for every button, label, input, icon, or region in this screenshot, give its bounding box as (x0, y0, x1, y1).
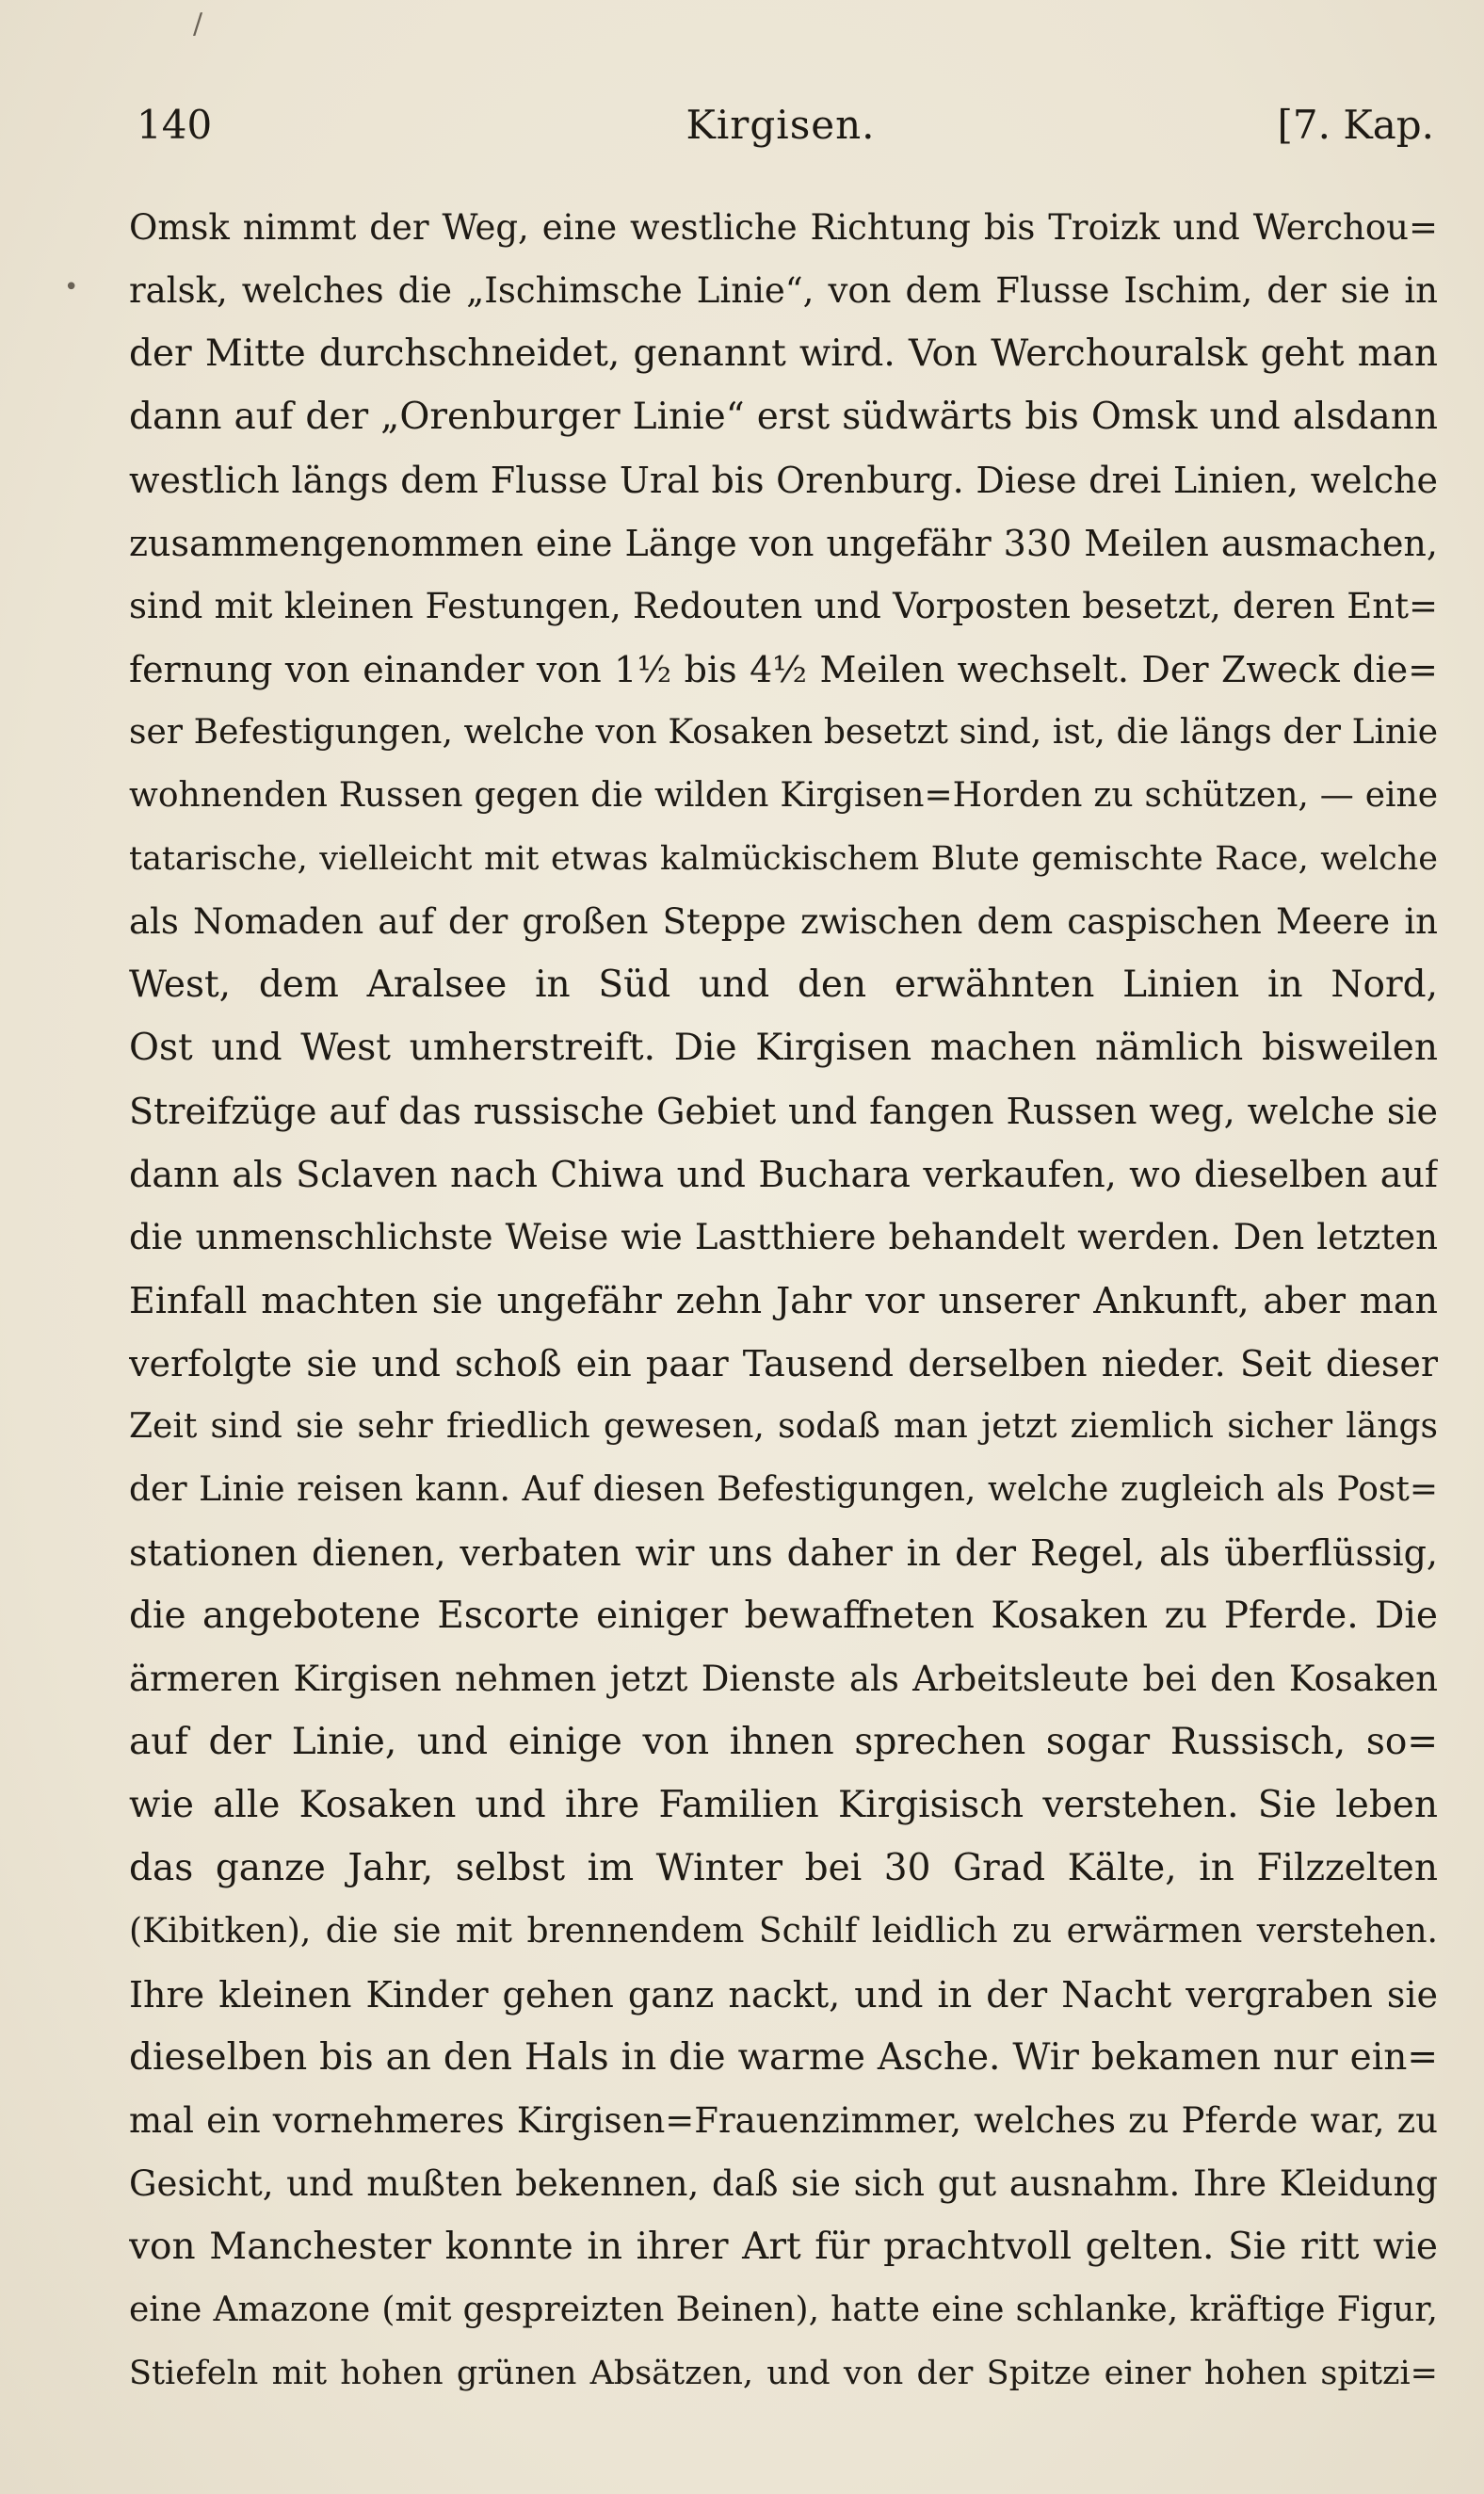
text-line: (Kibitken), die sie mit brennendem Schilf leidlich zu erwärmen verstehen. (129, 1912, 1438, 1951)
text-line: als Nomaden auf der großen Steppe zwischen dem caspischen Meere in (129, 901, 1438, 942)
text-line: tatarische, vielleicht mit etwas kalmückischem Blute gemischte Race, welche (129, 840, 1438, 878)
chapter-label: [7. Kap. (1277, 102, 1434, 148)
text-line: das ganze Jahr, selbst im Winter bei 30 Grad Kälte, in Filzzelten (129, 1847, 1438, 1889)
text-line: die unmenschlichste Weise wie Lastthiere behandelt werden. Den letzten (129, 1217, 1438, 1257)
text-line: dann als Sclaven nach Chiwa und Buchara verkaufen, wo dieselben auf (129, 1154, 1438, 1195)
text-line: auf der Linie, und einige von ihnen sprechen sogar Russisch, so= (129, 1721, 1438, 1763)
text-line: eine Amazone (mit gespreizten Beinen), hatte eine schlanke, kräftige Figur, (129, 2291, 1438, 2329)
text-line: mal ein vornehmeres Kirgisen=Frauenzimmer, welches zu Pferde war, zu (129, 2100, 1438, 2141)
text-line: die angebotene Escorte einiger bewaffneten Kosaken zu Pferde. Die (129, 1595, 1438, 1637)
text-line: der Mitte durchschneidet, genannt wird. Von Werchouralsk geht man (129, 332, 1438, 375)
text-line: Gesicht, und mußten bekennen, daß sie sich gut ausnahm. Ihre Kleidung (129, 2163, 1438, 2204)
running-title: Kirgisen. (686, 102, 876, 148)
text-line: westlich längs dem Flusse Ural bis Orenburg. Diese drei Linien, welche (129, 460, 1438, 501)
text-line: Omsk nimmt der Weg, eine westliche Richtung bis Troizk und Werchou= (129, 207, 1438, 248)
page-number: 140 (137, 102, 213, 148)
text-line: zusammengenommen eine Länge von ungefähr 330 Meilen ausmachen, (129, 523, 1438, 564)
text-line: Ost und West umherstreift. Die Kirgisen machen nämlich bisweilen (129, 1027, 1438, 1069)
text-line: West, dem Aralsee in Süd und den erwähnten Linien in Nord, (129, 964, 1438, 1006)
text-line: ralsk, welches die „Ischimsche Linie“, von dem Flusse Ischim, der sie in (129, 270, 1438, 311)
text-line: sind mit kleinen Festungen, Redouten und Vorposten besetzt, deren Ent= (129, 586, 1438, 626)
text-line: ser Befestigungen, welche von Kosaken besetzt sind, ist, die längs der Linie (129, 713, 1438, 752)
text-line: stationen dienen, verbaten wir uns daher in der Regel, als überflüssig, (129, 1532, 1438, 1574)
text-line: Ihre kleinen Kinder gehen ganz nackt, und in der Nacht vergraben sie (129, 1974, 1438, 2016)
text-line: wie alle Kosaken und ihre Familien Kirgisisch verstehen. Sie leben (129, 1784, 1438, 1826)
text-line: der Linie reisen kann. Auf diesen Befestigungen, welche zugleich als Post= (129, 1470, 1438, 1509)
text-line: Stiefeln mit hohen grünen Absätzen, und von der Spitze einer hohen spitzi= (129, 2355, 1438, 2392)
text-line: dann auf der „Orenburger Linie“ erst südwärts bis Omsk und alsdann (129, 396, 1438, 438)
text-line: ärmeren Kirgisen nehmen jetzt Dienste als Arbeitsleute bei den Kosaken (129, 1659, 1438, 1699)
body-text (129, 203, 1438, 2412)
text-line: Streifzüge auf das russische Gebiet und fangen Russen weg, welche sie (129, 1091, 1438, 1132)
text-line: Zeit sind sie sehr friedlich gewesen, sodaß man jetzt ziemlich sicher längs (129, 1407, 1438, 1446)
margin-mark-left: • (64, 273, 79, 301)
text-line: Einfall machten sie ungefähr zehn Jahr vor unserer Ankunft, aber man (129, 1280, 1438, 1321)
running-head (127, 102, 1434, 158)
text-line: wohnenden Russen gegen die wilden Kirgisen=Horden zu schützen, — eine (129, 776, 1438, 815)
text-line: dieselben bis an den Hals in die warme Asche. Wir bekamen nur ein= (129, 2036, 1438, 2079)
margin-mark-top: / (193, 8, 203, 40)
text-line: verfolgte sie und schoß ein paar Tausend derselben nieder. Seit dieser (129, 1343, 1438, 1385)
text-line: fernung von einander von 1½ bis 4½ Meilen wechselt. Der Zweck die= (129, 649, 1438, 690)
text-line: von Manchester konnte in ihrer Art für prachtvoll gelten. Sie ritt wie (129, 2226, 1438, 2268)
